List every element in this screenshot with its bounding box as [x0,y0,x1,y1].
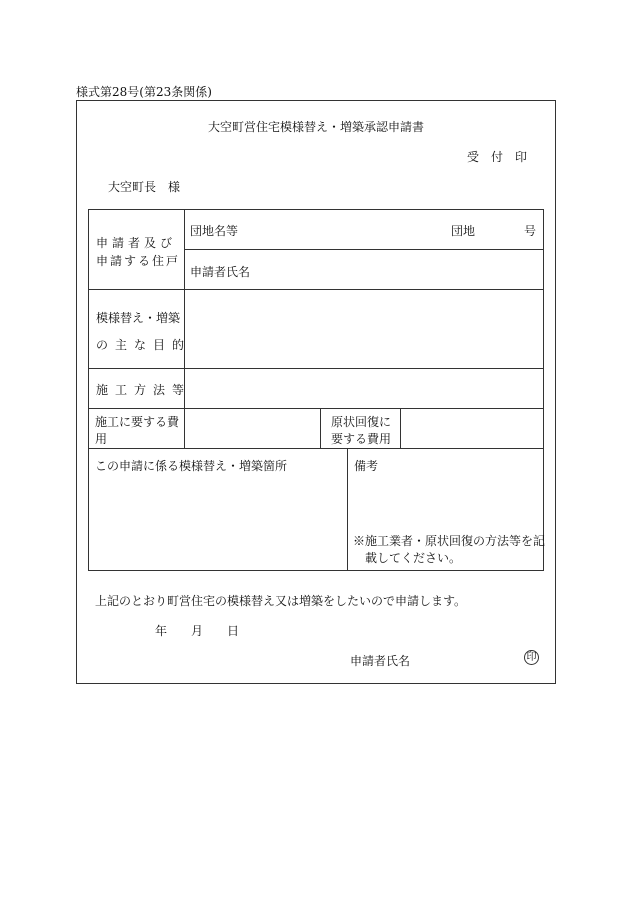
table-line [347,448,348,570]
method-field[interactable] [190,373,538,403]
complex-name-field[interactable] [240,214,446,244]
remarks-note-line1: ※施工業者・原状回復の方法等を記 [353,534,546,548]
addressee: 大空町長 様 [108,180,181,194]
table-line [88,368,544,369]
applicant-label-text: 申請者及び [96,236,177,250]
number-label: 号 [524,224,537,238]
table-line [400,408,401,448]
complex-name-label: 団地名等 [190,224,239,238]
table-line [88,209,544,210]
restore-cost-label-line2: 要する費用 [331,432,392,446]
form-number: 様式第28号(第23条関係) [76,85,212,99]
applicant-name-field[interactable] [256,254,538,284]
seal-mark: 印 [524,650,539,665]
restore-cost-field[interactable] [405,412,539,444]
table-line [184,249,544,250]
applicant-label-line1 [96,234,178,251]
application-statement: 上記のとおり町営住宅の模様替え又は増築をしたいので申請します。 [95,594,467,608]
method-label: 施工方法等 [96,383,192,397]
table-line [320,408,321,448]
purpose-label-line1: 模様替え・増築 [96,311,181,325]
restore-cost-label-line1: 原状回復に [331,415,392,429]
remarks-note-line2: 載してください。 [365,551,462,565]
table-line [88,209,89,570]
applicant-name-label: 申請者氏名 [190,265,251,279]
purpose-field[interactable] [190,294,538,364]
signature-label: 申請者氏名 [350,654,411,668]
location-label: この申請に係る模様替え・増築箇所 [95,459,288,473]
table-line [88,448,544,449]
table-line [88,570,544,571]
purpose-label-line2: の主な目的 [96,338,192,352]
remarks-label: 備考 [354,459,379,473]
complex-number-field[interactable] [478,214,522,244]
table-line [184,209,185,448]
cost-label-line2: 用 [95,432,108,446]
signature-field[interactable] [412,648,518,668]
applicant-label-line2: 申請する住戸 [96,254,181,268]
table-line [543,209,544,570]
form-title: 大空町営住宅模様替え・増築承認申請書 [208,120,425,134]
table-line [88,289,544,290]
complex-label: 団地 [451,224,476,238]
remarks-field[interactable] [352,476,538,528]
table-line [88,408,544,409]
receipt-stamp-label: 受 付 印 [467,150,528,164]
cost-field[interactable] [190,412,316,444]
cost-label-line1: 施工に要する費 [95,415,180,429]
date-line: 年 月 日 [155,624,240,638]
location-field[interactable] [93,476,343,566]
